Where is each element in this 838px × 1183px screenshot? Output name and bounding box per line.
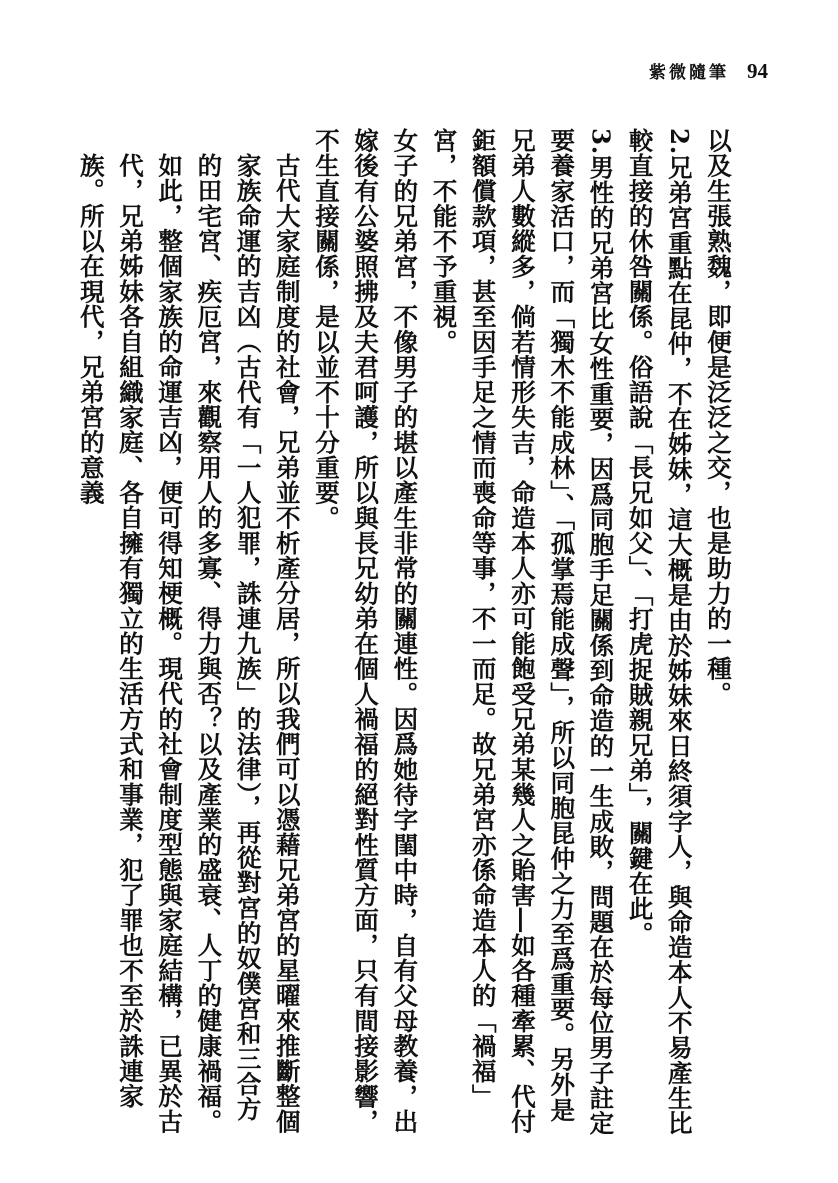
body-text — [76, 128, 738, 1138]
list-item-2: 2.兄弟宮重點在昆仲，不在姊妹，這大概是由於姊妹來日終須字人，與命造本人不易產生比較直接的休咎關係。俗語說「長兄如父」、「打虎捉賊親兄弟」，關鍵在此。 — [625, 128, 694, 1136]
paragraph-continued: 以及生張熟魏，即便是泛泛之交，也是助力的一種。 — [704, 128, 733, 707]
page-header — [649, 58, 768, 84]
book-title: 紫微隨筆 — [649, 63, 729, 83]
paragraph-female-siblings: 女子的兄弟宮，不像男子的堪以產生非常的關連性。因爲她待字閨中時，自有父母教養，出嫁後有公婆照拂及夫君呵護，所以與長兄幼弟在個人禍福的絕對性質方面，只有間接影響，不生直接關係，是以並不十分重要。 — [311, 128, 420, 1134]
list-item-3: 3.男性的兄弟宮比女性重要，因爲同胞手足關係到命造的一生成敗，問題在於每位男子註定要養家活口，而「獨木不能成林」、「孤掌焉能成聲」，所以同胞昆仲之力至爲重要。另外是兄弟人數縱多，倘若情形失吉，命造本人亦可能飽受兄弟某幾人之貽害―如各種牽累、代付鉅額償款項，甚至因手足之情而喪命等事，不一而足。故兄弟宮亦係命造本人的「禍福」宮，不能不予重視。 — [429, 128, 616, 1136]
page-number: 94 — [747, 59, 768, 83]
paragraph-ancient-family: 古代大家庭制度的社會，兄弟並不析產分居，所以我們可以憑藉兄弟宮的星曜來推斷整個家族命運的吉凶（古代有「一人犯罪，誅連九族」的法律），再從對宮的奴僕宮和三合方的田宅宮、疾厄宮，來觀察用人的多寡、得力與否？以及產業的盛衰、人丁的健康禍福。如此，整個家族的命運吉凶，便可得知梗概。現代的社會制度型態與家庭結構，已異於古代，兄弟姊妹各自組織家庭、各自擁有獨立的生活方式和事業，犯了罪也不至於誅連家族。所以在現代，兄弟宮的意義 — [76, 152, 302, 1134]
